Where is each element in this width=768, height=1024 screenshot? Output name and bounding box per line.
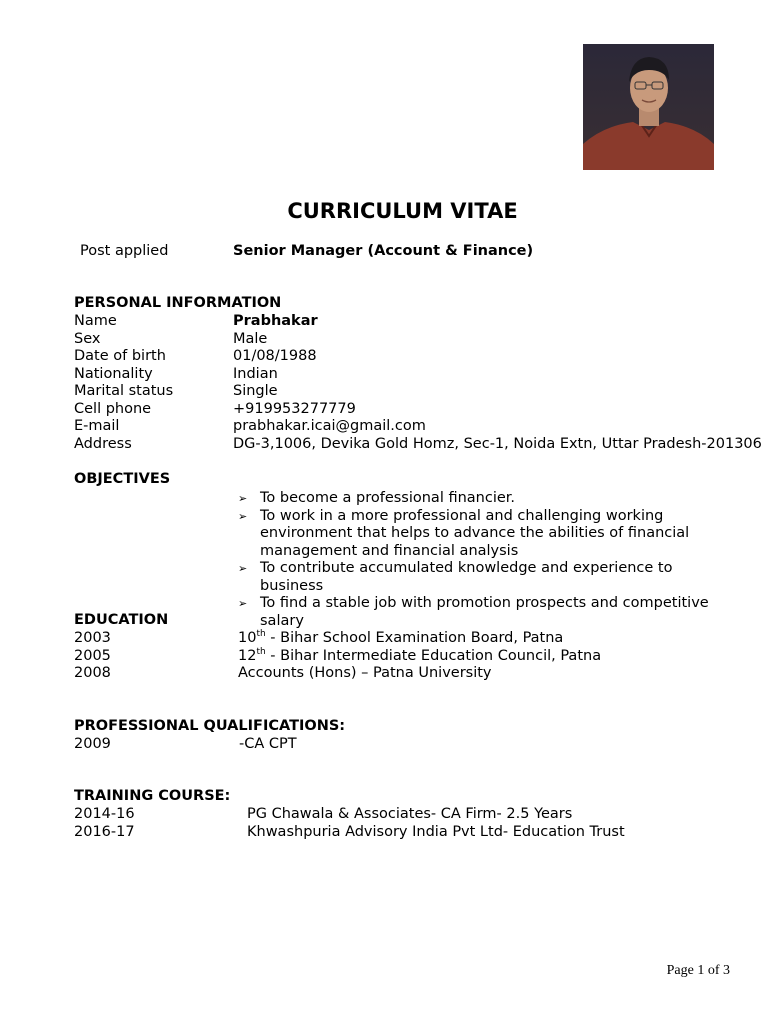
profile-photo (583, 44, 714, 170)
personal-label: Name (74, 313, 117, 329)
personal-row-sex (74, 331, 754, 349)
education-heading: EDUCATION (74, 612, 169, 628)
arrow-bullet-icon: ➢ (238, 509, 248, 523)
qualification-value: -CA CPT (239, 736, 297, 752)
education-grade-suffix: th (256, 646, 266, 657)
personal-row-cell-phone (74, 401, 754, 419)
personal-value: 01/08/1988 (233, 348, 317, 364)
objective-text: To become a professional financier. (260, 490, 516, 506)
personal-label: Address (74, 435, 132, 452)
education-grade: 12 (238, 647, 257, 664)
education-year: 2005 (74, 647, 111, 664)
training-year: 2014-16 (74, 806, 135, 822)
education-year: 2008 (74, 665, 111, 681)
personal-label: Date of birth (74, 348, 166, 364)
list-item (236, 508, 736, 561)
document-title: CURRICULUM VITAE (287, 199, 518, 223)
education-detail: - Bihar Intermediate Education Council, Patna (265, 647, 602, 664)
education-entry (238, 665, 492, 683)
personal-row-dob (74, 348, 754, 366)
education-detail: - Bihar School Examination Board, Patna (265, 630, 564, 646)
personal-label: E-mail (74, 418, 120, 434)
training-value: PG Chawala & Associates- CA Firm- 2.5 Years (247, 806, 573, 822)
list-item (236, 595, 736, 630)
personal-value: prabhakar.icai@gmail.com (233, 418, 426, 434)
education-grade: 10 (238, 630, 257, 646)
training-course-heading: TRAINING COURSE: (74, 788, 231, 804)
education-entry (238, 630, 563, 648)
objective-text: To find a stable job with promotion prospects and competitive salary (260, 595, 709, 629)
education-detail: Accounts (Hons) – Patna University (238, 665, 492, 681)
objectives-list (236, 490, 736, 630)
objectives-heading: OBJECTIVES (74, 471, 171, 487)
post-applied-value: Senior Manager (Account & Finance) (233, 243, 534, 259)
personal-label: Marital status (74, 383, 174, 399)
personal-value: +919953277779 (233, 400, 356, 417)
objective-text: To work in a more professional and challenging working environment that helps to advance the abilities of financial management and financial analysis (260, 507, 690, 559)
education-grade-suffix: th (256, 629, 266, 639)
personal-value: Prabhakar (233, 313, 318, 329)
list-item (236, 560, 736, 595)
list-item (236, 490, 736, 508)
personal-label: Cell phone (74, 400, 152, 417)
personal-information-heading: PERSONAL INFORMATION (74, 295, 282, 311)
objective-text: To contribute accumulated knowledge and experience to business (260, 560, 673, 594)
personal-row-email (74, 418, 754, 436)
education-year: 2003 (74, 630, 111, 646)
post-applied-label: Post applied (80, 243, 169, 259)
education-entry (238, 648, 601, 666)
qualification-year: 2009 (74, 736, 111, 752)
arrow-bullet-icon: ➢ (238, 562, 248, 575)
personal-value: Male (233, 330, 268, 347)
training-value: Khwashpuria Advisory India Pvt Ltd- Education Trust (247, 823, 625, 840)
page-number: Page 1 of 3 (666, 963, 730, 978)
personal-value: Single (233, 383, 278, 399)
personal-row-nationality (74, 366, 754, 384)
professional-qualifications-heading: PROFESSIONAL QUALIFICATIONS: (74, 718, 346, 734)
personal-value: DG-3,1006, Devika Gold Homz, Sec-1, Noida Extn, Uttar Pradesh-201306 (233, 435, 762, 452)
personal-value: Indian (233, 365, 278, 382)
training-year: 2016-17 (74, 823, 135, 840)
arrow-bullet-icon: ➢ (238, 597, 248, 610)
personal-label: Sex (74, 330, 101, 347)
personal-label: Nationality (74, 365, 153, 382)
personal-row-marital-status (74, 383, 754, 401)
personal-row-name (74, 313, 754, 331)
arrow-bullet-icon: ➢ (238, 492, 248, 505)
personal-row-address (74, 435, 762, 454)
